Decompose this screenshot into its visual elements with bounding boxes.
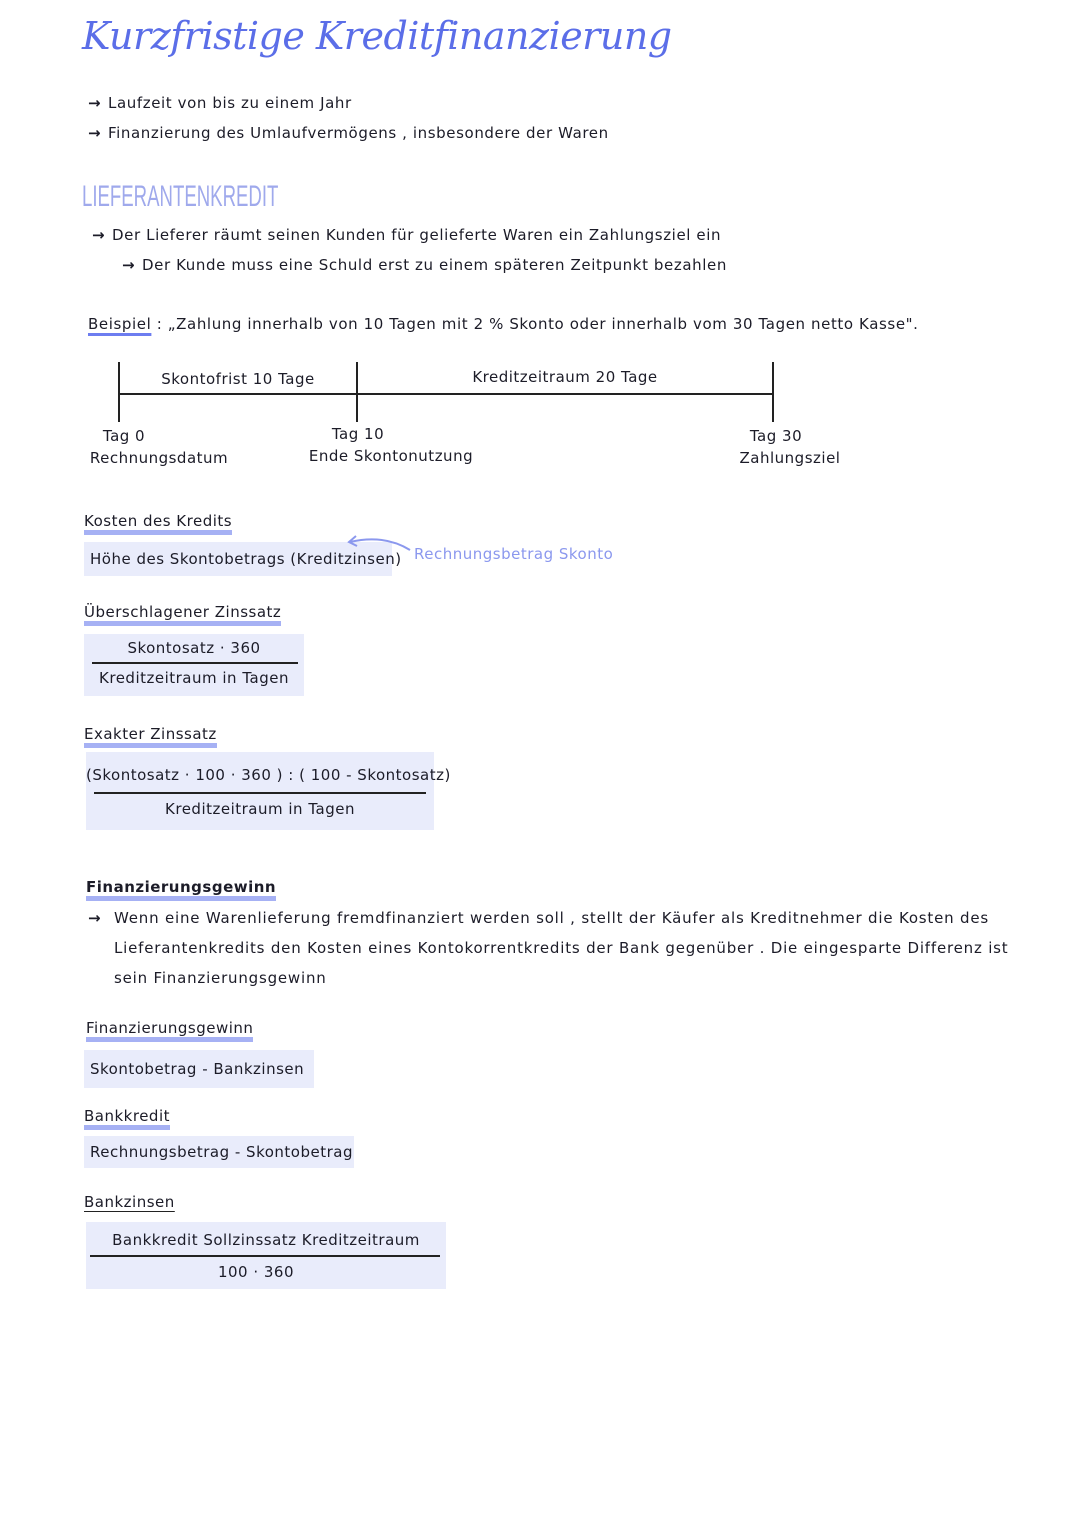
arrow-right-icon: → [122, 256, 136, 274]
finanzierungsgewinn-text: Wenn eine Warenlieferung fremdfinanziert werden soll , stellt der Käufer als Kreditnehmer die Kosten des Lieferantenkredits den Kosten eines Kontokorrentkredits der Bank gegenüber . Die eingesparte Differenz ist sein Finanzierungsgewinn [114, 909, 1009, 987]
bankkredit-box-text: Rechnungsbetrag - Skontobetrag [90, 1143, 353, 1161]
ueberschlagen-heading [84, 603, 281, 621]
timeline-axis [118, 393, 774, 395]
arrow-right-icon: → [88, 94, 102, 112]
exakt-fraction-line [94, 792, 426, 794]
formel-gewinn-box-text: Skontobetrag - Bankzinsen [90, 1060, 305, 1078]
bankkredit-heading [84, 1107, 170, 1125]
intro-item-1 [88, 94, 352, 112]
bankzinsen-formula-box [86, 1222, 446, 1289]
intro-item-1-text: Laufzeit von bis zu einem Jahr [108, 94, 352, 112]
kosten-heading [84, 512, 232, 530]
ueberschlagen-formula-box [84, 634, 304, 696]
timeline-tag0-sub: Rechnungsdatum [89, 449, 229, 467]
bankzinsen-numerator: Bankkredit Sollzinssatz Kreditzeitraum [112, 1231, 420, 1249]
exakt-denominator: Kreditzeitraum in Tagen [165, 800, 355, 818]
timeline-kreditzeitraum: Kreditzeitraum 20 Tage [472, 368, 658, 386]
timeline-tag10-sub: Ende Skontonutzung [308, 447, 474, 465]
ueberschlagen-heading-text: Überschlagener Zinssatz [84, 603, 281, 626]
exakt-heading [84, 725, 217, 743]
ueberschlagen-fraction-line [92, 662, 298, 664]
finanzierungsgewinn-heading [86, 878, 276, 896]
exakt-heading-text: Exakter Zinssatz [84, 725, 217, 748]
exakt-formula-box [86, 752, 451, 830]
formel-gewinn-heading-text: Finanzierungsgewinn [86, 1019, 253, 1042]
timeline-skontofrist: Skontofrist 10 Tage [161, 370, 315, 388]
exakt-numerator: (Skontosatz · 100 · 360 ) : ( 100 - Skontosatz) [86, 766, 451, 784]
beispiel-line [88, 315, 919, 333]
ueberschlagen-numerator: Skontosatz · 360 [127, 639, 261, 657]
bankzinsen-heading-text: Bankzinsen [84, 1193, 175, 1211]
section-heading-lieferantenkredit: LIEFERANTENKREDIT [82, 180, 279, 213]
timeline-tag0: Tag 0 [102, 427, 146, 445]
timeline-tick-30 [772, 362, 774, 422]
formel-gewinn-heading [86, 1019, 253, 1037]
intro-item-2-text: Finanzierung des Umlaufvermögens , insbesondere der Waren [108, 124, 609, 142]
curved-arrow-icon [344, 532, 414, 554]
kosten-heading-text: Kosten des Kredits [84, 512, 232, 535]
kosten-box-text: Höhe des Skontobetrags (Kreditzinsen) [90, 550, 402, 568]
bankkredit-box [84, 1136, 354, 1168]
finanzierungsgewinn-heading-text: Finanzierungsgewinn [86, 878, 276, 901]
timeline-tag30-sub: Zahlungsziel [739, 449, 841, 467]
bankzinsen-denominator: 100 · 360 [217, 1263, 295, 1281]
intro-item-2 [88, 124, 609, 142]
formel-gewinn-box [84, 1050, 314, 1088]
bankkredit-heading-text: Bankkredit [84, 1107, 170, 1130]
lieferantenkredit-point-2 [122, 256, 727, 274]
arrow-right-icon: → [92, 226, 106, 244]
lieferantenkredit-point-1-text: Der Lieferer räumt seinen Kunden für gelieferte Waren ein Zahlungsziel ein [112, 226, 722, 244]
page-title: Kurzfristige Kreditfinanzierung [82, 14, 672, 58]
beispiel-text: : „Zahlung innerhalb von 10 Tagen mit 2 % Skonto oder innerhalb vom 30 Tagen netto Kasse". [156, 315, 919, 333]
lieferantenkredit-point-2-text: Der Kunde muss eine Schuld erst zu einem späteren Zeitpunkt bezahlen [142, 256, 727, 274]
bankzinsen-heading [84, 1193, 175, 1211]
lieferantenkredit-point-1 [92, 226, 721, 244]
arrow-right-icon: → [88, 124, 102, 142]
ueberschlagen-denominator: Kreditzeitraum in Tagen [99, 669, 289, 687]
timeline-tag10: Tag 10 [331, 425, 385, 443]
beispiel-label: Beispiel [88, 315, 152, 333]
bankzinsen-fraction-line [90, 1255, 440, 1257]
timeline-tag30: Tag 30 [749, 427, 803, 445]
arrow-right-icon: → [88, 909, 101, 927]
kosten-note: Rechnungsbetrag Skonto [414, 545, 614, 563]
